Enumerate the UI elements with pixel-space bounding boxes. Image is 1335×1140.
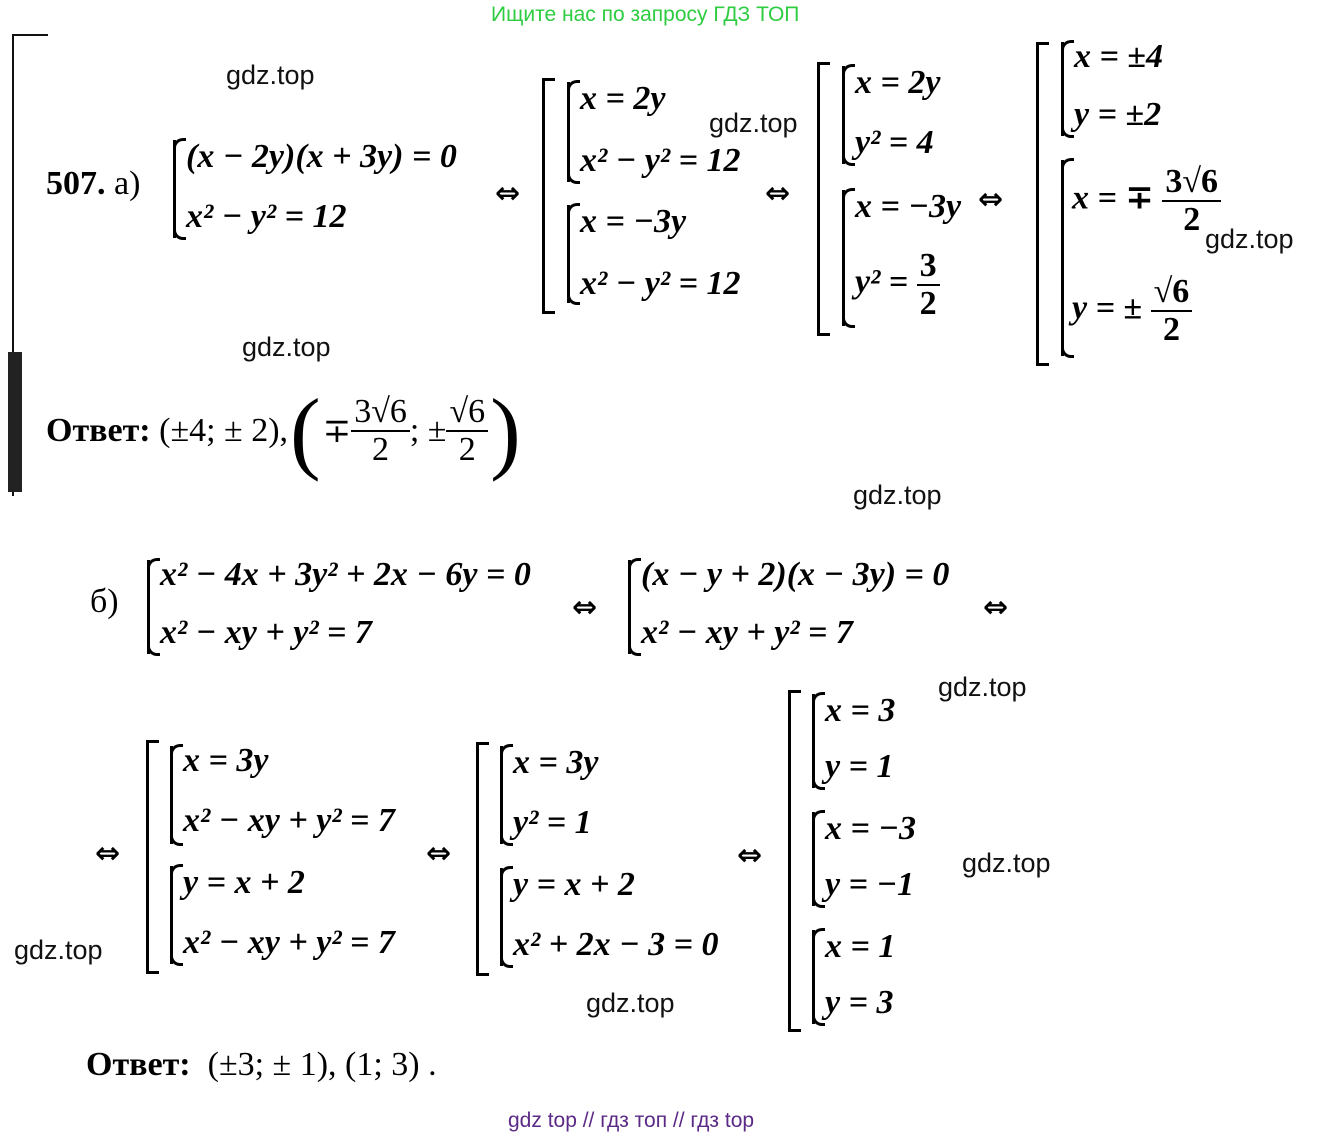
part-b-label: б) — [90, 583, 119, 620]
equivalence-symbol: ⇔ — [95, 836, 121, 871]
equivalence-symbol: ⇔ — [983, 590, 1009, 625]
union-bracket — [817, 62, 830, 336]
equation: y = ±2 — [1074, 96, 1162, 133]
union-bracket — [542, 78, 555, 314]
equation: x² − xy + y² = 7 — [183, 802, 395, 839]
watermark: gdz.top — [1205, 224, 1294, 254]
system-brace — [812, 694, 815, 788]
answer-value: (±4; ± 2), — [159, 412, 289, 449]
union-bracket — [1036, 42, 1049, 366]
equation: x = −3y — [580, 203, 687, 240]
equation: y = x + 2 — [183, 864, 305, 901]
equation: x = 2y — [855, 64, 941, 101]
watermark: gdz.top — [938, 672, 1027, 702]
watermark: gdz.top — [226, 60, 315, 90]
header-banner: Ищите нас по запросу ГДЗ ТОП — [491, 3, 800, 26]
equation: x = 1 — [825, 928, 896, 965]
union-bracket — [146, 740, 159, 974]
equation: x² − y² = 12 — [186, 198, 347, 235]
equivalence-symbol: ⇔ — [737, 838, 763, 873]
equation: x² + 2x − 3 = 0 — [513, 926, 719, 963]
equation: y = 1 — [825, 748, 894, 785]
equation: x² − xy + y² = 7 — [160, 614, 372, 651]
equation: x² − 4x + 3y² + 2x − 6y = 0 — [160, 556, 531, 593]
equation: x = −3 — [825, 810, 916, 847]
paren-open: ( — [290, 380, 321, 482]
equation: (x − y + 2)(x − 3y) = 0 — [641, 556, 950, 593]
watermark: gdz.top — [586, 988, 675, 1018]
system-brace — [567, 82, 570, 182]
system-brace — [500, 746, 503, 844]
answer-b — [86, 1046, 437, 1084]
equation: (x − 2y)(x + 3y) = 0 — [186, 138, 457, 175]
equation: x² − xy + y² = 7 — [641, 614, 853, 651]
equation: y = x + 2 — [513, 866, 635, 903]
equation-fraction: x = ∓ $\frac{3√6}{2}$ — [1072, 164, 1221, 237]
equation-fraction: y² = $\frac{3}{2}$ — [855, 248, 940, 321]
equation: x = −3y — [855, 188, 962, 225]
footer-banner: gdz top // гдз топ // гдз top — [508, 1109, 755, 1132]
equation: y² = 1 — [513, 804, 592, 841]
system-brace — [1061, 42, 1064, 136]
equation: x² − y² = 12 — [580, 265, 741, 302]
equation: x² − y² = 12 — [580, 142, 741, 179]
watermark: gdz.top — [853, 480, 942, 510]
watermark: gdz.top — [14, 935, 103, 965]
answer-sign: ∓ — [322, 413, 352, 450]
system-brace — [1061, 160, 1064, 356]
watermark: gdz.top — [709, 108, 798, 138]
watermark: gdz.top — [962, 848, 1051, 878]
equivalence-symbol: ⇔ — [572, 590, 598, 625]
equivalence-symbol: ⇔ — [978, 182, 1004, 217]
answer-a: Ответ: (±4; ± 2), ( ∓ $\frac{3√6}{2}$ ; ± $\frac{√6}{2}$ ) — [46, 380, 521, 482]
equation: x = 3y — [183, 742, 269, 779]
equation: x = 2y — [580, 80, 666, 117]
paren-close: ) — [490, 380, 521, 482]
union-bracket — [476, 742, 489, 976]
system-brace — [628, 560, 631, 654]
system-brace — [842, 66, 845, 164]
system-brace — [170, 746, 173, 844]
system-brace — [173, 140, 176, 238]
answer-label: Ответ: — [86, 1046, 191, 1083]
system-brace — [812, 930, 815, 1024]
system-brace — [500, 868, 503, 966]
binding-mark — [8, 352, 22, 492]
union-bracket — [788, 690, 801, 1032]
system-brace — [147, 560, 150, 654]
equation: x = ±4 — [1074, 38, 1164, 75]
equation: y = −1 — [825, 866, 915, 903]
equation: x = 3y — [513, 744, 599, 781]
equation: y² = 4 — [855, 124, 934, 161]
watermark: gdz.top — [242, 332, 331, 362]
page-corner-line — [12, 34, 48, 36]
answer-label: Ответ: — [46, 412, 151, 449]
equation: x = 3 — [825, 692, 896, 729]
equation-fraction: y = ± $\frac{√6}{2}$ — [1072, 274, 1192, 347]
equation: x² − xy + y² = 7 — [183, 924, 395, 961]
equivalence-symbol: ⇔ — [765, 176, 791, 211]
equation: y = 3 — [825, 984, 894, 1021]
answer-separator: ; ± — [409, 412, 447, 449]
equivalence-symbol: ⇔ — [426, 836, 452, 871]
system-brace — [842, 190, 845, 326]
equivalence-symbol: ⇔ — [495, 176, 521, 211]
answer-value: (±3; ± 1), (1; 3) . — [207, 1046, 437, 1083]
system-brace — [567, 205, 570, 303]
system-brace — [170, 866, 173, 964]
problem-number: 507. а) — [46, 165, 141, 202]
system-brace — [812, 812, 815, 906]
